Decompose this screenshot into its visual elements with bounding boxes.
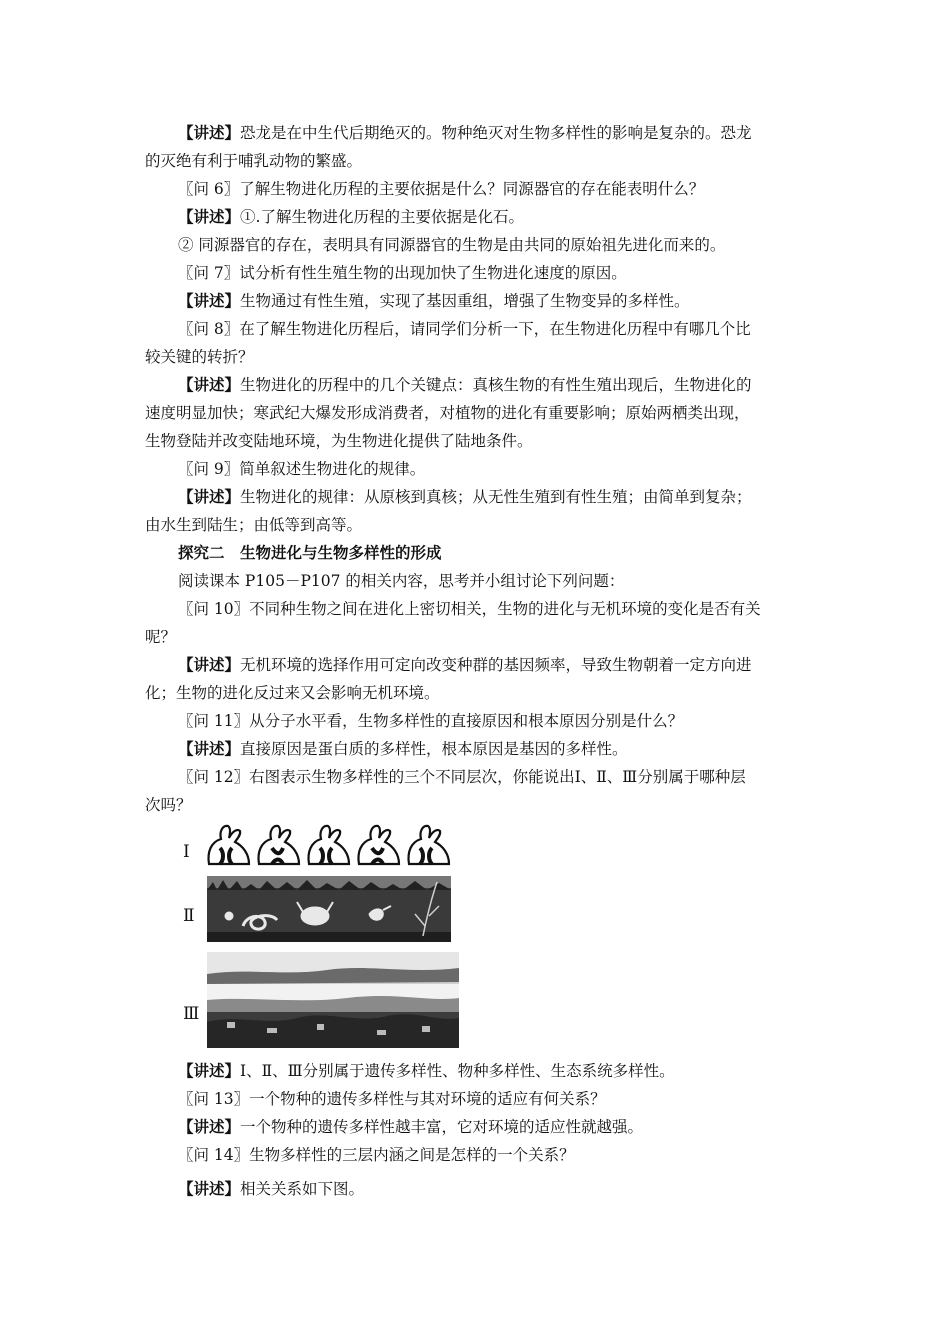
text-line: 由水生到陆生；由低等到高等。 [145,516,363,534]
rabbits-illustration [205,822,457,868]
narration-tag: 【讲述】 [178,124,241,142]
figure-label-ii: Ⅱ [183,906,195,926]
text-line: 【讲述】恐龙是在中生代后期绝灭的。物种绝灭对生物多样性的影响是复杂的。恐龙 [178,124,752,142]
text-line: 【讲述】Ⅰ、Ⅱ、Ⅲ分别属于遗传多样性、物种多样性、生态系统多样性。 [178,1062,675,1080]
figure-label-iii: Ⅲ [183,1004,200,1024]
question-line: 〖问 14〗生物多样性的三层内涵之间是怎样的一个关系？ [178,1146,575,1164]
question-line: 〖问 6〗了解生物进化历程的主要依据是什么？同源器官的存在能表明什么？ [178,180,705,198]
question-line: 〖问 10〗不同种生物之间在进化上密切相关，生物的进化与无机环境的变化是否有关 [178,600,761,618]
narration-tag: 【讲述】 [178,208,241,226]
text-line: 较关键的转折？ [145,348,254,366]
narration-tag: 【讲述】 [178,1180,241,1198]
narration-tag: 【讲述】 [178,488,241,506]
text-line: ② 同源器官的存在，表明具有同源器官的生物是由共同的原始祖先进化而来的。 [178,236,726,254]
species-illustration [207,876,451,942]
question-line: 〖问 7〗试分析有性生殖生物的出现加快了生物进化速度的原因。 [178,264,627,282]
text-line: 【讲述】直接原因是蛋白质的多样性，根本原因是基因的多样性。 [178,740,628,758]
figure-label-i: Ⅰ [183,842,190,862]
text-line: 速度明显加快；寒武纪大爆发形成消费者，对植物的进化有重要影响；原始两栖类出现， [145,404,750,422]
question-line: 〖问 8〗在了解生物进化历程后，请同学们分析一下，在生物进化历程中有哪几个比 [178,320,751,338]
question-line: 〖问 11〗从分子水平看，生物多样性的直接原因和根本原因分别是什么？ [178,712,684,730]
question-line: 〖问 12〗右图表示生物多样性的三个不同层次，你能说出Ⅰ、Ⅱ、Ⅲ分别属于哪种层 [178,768,746,786]
text-line: 呢？ [145,628,177,646]
text-line: 次吗？ [145,796,192,814]
text-line: 【讲述】生物进化的历程中的几个关键点：真核生物的有性生殖出现后，生物进化的 [178,376,752,394]
text-line: 【讲述】一个物种的遗传多样性越丰富，它对环境的适应性就越强。 [178,1118,644,1136]
narration-tag: 【讲述】 [178,1118,241,1136]
text-line: 【讲述】生物通过有性生殖，实现了基因重组，增强了生物变异的多样性。 [178,292,690,310]
question-line: 〖问 9〗简单叙述生物进化的规律。 [178,460,426,478]
text-line: 【讲述】无机环境的选择作用可定向改变种群的基因频率，导致生物朝着一定方向进 [178,656,752,674]
ecosystem-landscape [207,952,459,1048]
text-line: 的灭绝有利于哺乳动物的繁盛。 [145,152,363,170]
text-line: 阅读课本 P105－P107 的相关内容，思考并小组讨论下列问题： [178,572,625,590]
text-line: 【讲述】相关关系如下图。 [178,1180,365,1198]
question-line: 〖问 13〗一个物种的遗传多样性与其对环境的适应有何关系？ [178,1090,606,1108]
narration-tag: 【讲述】 [178,740,241,758]
narration-tag: 【讲述】 [178,1062,241,1080]
text-line: 【讲述】①.了解生物进化历程的主要依据是化石。 [178,208,524,226]
text-line: 【讲述】生物进化的规律：从原核到真核；从无性生殖到有性生殖；由简单到复杂； [178,488,752,506]
narration-tag: 【讲述】 [178,656,241,674]
section-heading: 探究二 生物进化与生物多样性的形成 [178,544,442,562]
narration-tag: 【讲述】 [178,292,241,310]
text-line: 生物登陆并改变陆地环境，为生物进化提供了陆地条件。 [145,432,533,450]
text-line: 化；生物的进化反过来又会影响无机环境。 [145,684,440,702]
narration-tag: 【讲述】 [178,376,241,394]
